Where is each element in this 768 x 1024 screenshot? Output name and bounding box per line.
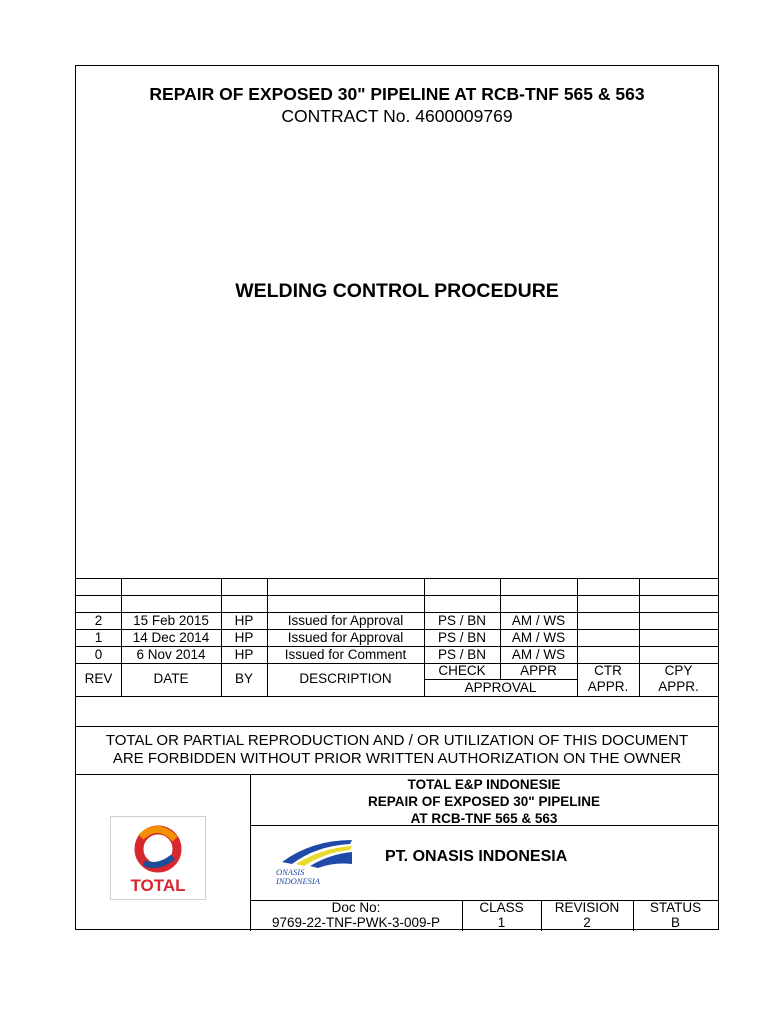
appr-cell: AM / WS — [511, 613, 566, 628]
by-cell: HP — [234, 613, 254, 628]
header-approval: APPROVAL — [464, 680, 537, 695]
header-description: DESCRIPTION — [299, 671, 392, 686]
project-title: REPAIR OF EXPOSED 30" PIPELINE AT RCB-TNF 565 & 563 — [149, 84, 645, 104]
reproduction-notice-line-2: ARE FORBIDDEN WITHOUT PRIOR WRITTEN AUTHORIZATION ON THE OWNER — [112, 750, 682, 767]
header-cpy: CPY — [664, 663, 693, 678]
date-cell: 14 Dec 2014 — [132, 630, 210, 645]
total-logo-icon — [111, 817, 205, 899]
date-cell: 6 Nov 2014 — [136, 647, 206, 662]
onasis-logo — [272, 834, 356, 888]
check-cell: PS / BN — [437, 613, 486, 628]
reproduction-notice-line-1: TOTAL OR PARTIAL REPRODUCTION AND / OR UTILIZATION OF THIS DOCUMENT — [105, 732, 689, 749]
appr-cell: AM / WS — [511, 630, 566, 645]
class-label: CLASS — [479, 900, 524, 915]
check-cell: PS / BN — [437, 630, 486, 645]
status-value: B — [670, 915, 680, 930]
status-label: STATUS — [649, 900, 702, 915]
class-value: 1 — [497, 915, 506, 930]
header-check: CHECK — [438, 663, 486, 678]
description-cell: Issued for Approval — [287, 630, 404, 645]
onasis-logo-text-2: INDONESIA — [276, 876, 320, 886]
table-line — [76, 774, 718, 775]
onasis-logo-text-1: ONASIS — [276, 867, 305, 877]
rev-cell: 0 — [94, 647, 103, 662]
header-appr: APPR — [520, 663, 557, 678]
table-line — [76, 696, 718, 697]
header-ctr: CTR — [594, 663, 622, 678]
doc-no-label: Doc No: — [331, 900, 381, 915]
by-cell: HP — [234, 647, 254, 662]
rev-cell: 1 — [94, 630, 103, 645]
by-cell: HP — [234, 630, 254, 645]
description-cell: Issued for Comment — [284, 647, 407, 662]
header-date: DATE — [153, 671, 189, 686]
date-cell: 15 Feb 2015 — [133, 613, 209, 628]
header-rev: REV — [84, 671, 113, 686]
client-name: TOTAL E&P INDONESIE — [407, 777, 561, 792]
check-cell: PS / BN — [437, 647, 486, 662]
table-line — [76, 726, 718, 727]
header-ctr-appr: APPR. — [587, 679, 629, 694]
revision-label: REVISION — [554, 900, 620, 915]
table-line — [76, 595, 718, 596]
header-cpy-appr: APPR. — [658, 679, 699, 694]
doc-no-value: 9769-22-TNF-PWK-3-009-P — [271, 915, 441, 930]
client-project-line-1: REPAIR OF EXPOSED 30" PIPELINE — [368, 794, 600, 809]
rev-cell: 2 — [94, 613, 103, 628]
contract-number: CONTRACT No. 4600009769 — [281, 106, 513, 126]
total-logo-text: TOTAL — [130, 876, 186, 895]
document-frame — [75, 65, 719, 930]
appr-cell: AM / WS — [511, 647, 566, 662]
header-by: BY — [234, 671, 253, 686]
onasis-logo-icon — [272, 834, 356, 888]
table-line — [76, 578, 718, 579]
client-project-line-2: AT RCB-TNF 565 & 563 — [410, 811, 558, 826]
document-title: WELDING CONTROL PROCEDURE — [235, 280, 559, 302]
contractor-name: PT. ONASIS INDONESIA — [385, 848, 568, 865]
total-logo — [110, 816, 206, 900]
description-cell: Issued for Approval — [287, 613, 404, 628]
revision-value: 2 — [583, 915, 591, 930]
